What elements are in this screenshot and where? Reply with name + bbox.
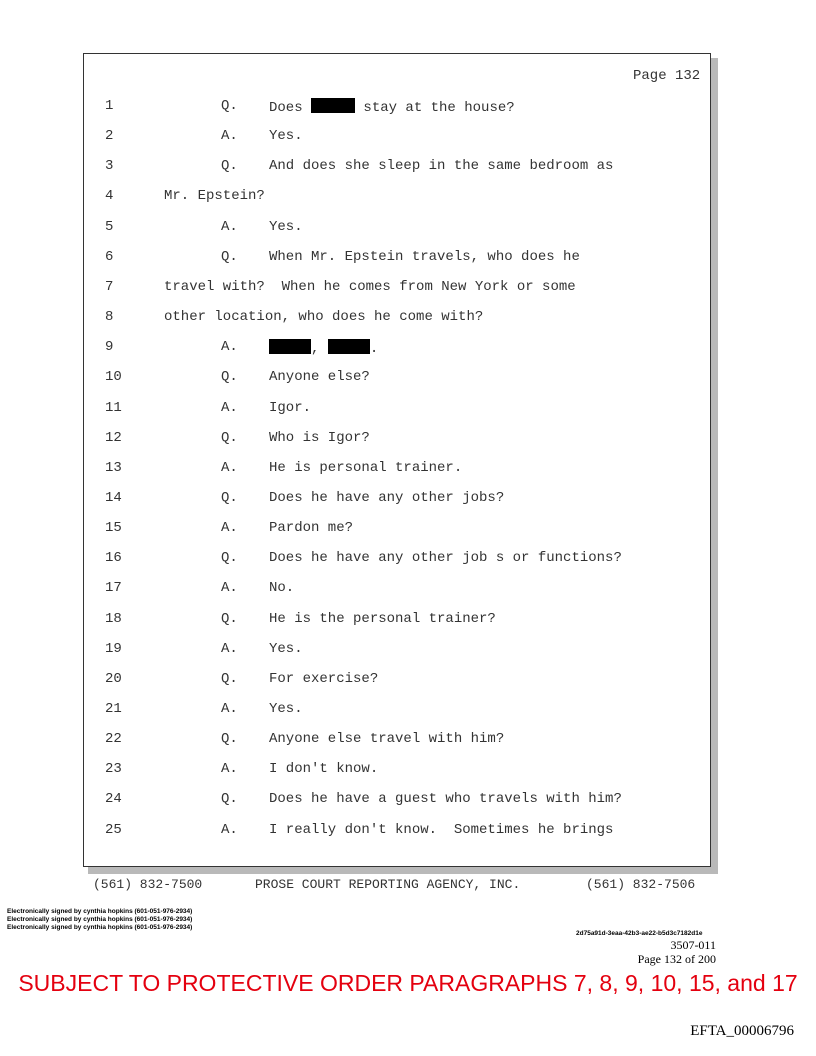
line-number: 3 — [105, 158, 114, 175]
e-signature-line: Electronically signed by cynthia hopkins (601-051-976-2934) — [7, 908, 193, 915]
testimony-text — [269, 701, 303, 717]
speaker-marker: Q. — [221, 791, 238, 808]
text-fragment: Yes. — [269, 218, 303, 235]
text-fragment: No. — [269, 580, 295, 597]
speaker-marker: A. — [221, 580, 238, 597]
testimony-text — [269, 430, 370, 446]
bates-number: EFTA_00006796 — [690, 1023, 794, 1039]
text-fragment: I don't know. — [269, 761, 379, 778]
text-fragment: . — [369, 341, 379, 358]
speaker-marker: A. — [221, 821, 238, 838]
line-number: 24 — [105, 791, 122, 808]
line-number: 1 — [105, 98, 114, 114]
testimony-text — [269, 98, 515, 116]
text-fragment: Igor. — [269, 399, 312, 416]
testimony-text — [269, 490, 504, 506]
testimony-text — [269, 219, 303, 235]
redaction-block — [328, 339, 370, 354]
page-number-label: Page 132 — [633, 68, 701, 84]
testimony-text — [269, 158, 613, 174]
text-fragment: Pardon me? — [269, 520, 354, 537]
footer-phone-right: (561) 832-7506 — [586, 877, 696, 892]
text-fragment: Does he have any other job s or functions? — [269, 550, 622, 567]
testimony-text — [269, 671, 378, 687]
text-fragment: He is the personal trainer? — [269, 610, 496, 627]
testimony-text — [269, 580, 294, 596]
text-fragment: Does he have a guest who travels with him? — [269, 791, 622, 808]
e-signature-line: Electronically signed by cynthia hopkins (601-051-976-2934) — [7, 916, 193, 923]
line-number: 21 — [105, 701, 122, 717]
line-number: 2 — [105, 128, 114, 145]
testimony-text — [269, 400, 311, 416]
speaker-marker: Q. — [221, 670, 238, 687]
text-fragment: He is personal trainer. — [269, 459, 463, 476]
testimony-text: other location, who does he come with? — [164, 309, 484, 326]
speaker-marker: A. — [221, 399, 238, 416]
testimony-text — [269, 339, 378, 357]
testimony-text — [269, 128, 303, 144]
speaker-marker: A. — [221, 459, 238, 476]
text-fragment: When Mr. Epstein travels, who does he — [269, 248, 580, 265]
line-number: 16 — [105, 550, 122, 567]
speaker-marker: A. — [221, 761, 238, 778]
text-fragment: Who is Igor? — [269, 429, 370, 446]
text-fragment: Does he have any other jobs? — [269, 489, 505, 506]
text-fragment: Yes. — [269, 701, 303, 717]
text-fragment: Anyone else travel with him? — [269, 731, 505, 748]
line-number: 14 — [105, 489, 122, 506]
line-number: 15 — [105, 520, 122, 537]
text-fragment: I really don't know. Sometimes he brings — [269, 821, 614, 838]
speaker-marker: Q. — [221, 98, 238, 114]
page-of-total: Page 132 of 200 — [637, 952, 716, 966]
speaker-marker: Q. — [221, 429, 238, 446]
speaker-marker: Q. — [221, 731, 238, 748]
line-number: 7 — [105, 278, 114, 295]
testimony-text — [269, 791, 622, 807]
speaker-marker: Q. — [221, 610, 238, 627]
protective-order-notice: SUBJECT TO PROTECTIVE ORDER PARAGRAPHS 7, 8, 9, 10, 15, and 17 — [18, 970, 798, 996]
line-number: 9 — [105, 339, 114, 356]
line-number: 23 — [105, 761, 122, 778]
document-hash: 2d75a91d-3eaa-42b3-ae22-b5d3c7182d1e — [576, 930, 703, 937]
testimony-text: Mr. Epstein? — [164, 188, 265, 205]
text-fragment: Yes. — [269, 640, 303, 657]
redaction-block — [269, 339, 311, 354]
text-fragment: Yes. — [269, 128, 303, 145]
testimony-text — [269, 369, 370, 385]
text-fragment: Anyone else? — [269, 369, 370, 386]
line-number: 25 — [105, 821, 122, 838]
text-fragment: And does she sleep in the same bedroom as — [269, 158, 614, 175]
testimony-text: travel with? When he comes from New York or some — [164, 278, 576, 295]
text-fragment: stay at the house? — [355, 100, 515, 116]
text-fragment: For exercise? — [269, 670, 379, 687]
text-fragment: , — [311, 341, 328, 358]
testimony-text — [269, 249, 580, 265]
testimony-text — [269, 761, 378, 777]
footer-phone-left: (561) 832-7500 — [93, 877, 203, 892]
line-number: 11 — [105, 399, 122, 416]
speaker-marker: A. — [221, 520, 238, 537]
line-number: 17 — [105, 580, 122, 597]
speaker-marker: Q. — [221, 489, 238, 506]
line-number: 8 — [105, 309, 114, 326]
line-number: 13 — [105, 459, 122, 476]
speaker-marker: Q. — [221, 158, 238, 175]
testimony-text — [269, 641, 303, 657]
testimony-text — [269, 611, 496, 627]
footer-agency-name: PROSE COURT REPORTING AGENCY, INC. — [255, 877, 521, 892]
line-number: 5 — [105, 218, 114, 235]
testimony-text — [269, 520, 353, 536]
speaker-marker: A. — [221, 218, 238, 235]
speaker-marker: A. — [221, 339, 238, 356]
speaker-marker: Q. — [221, 369, 238, 386]
line-number: 12 — [105, 429, 122, 446]
line-number: 4 — [105, 188, 114, 205]
line-number: 20 — [105, 670, 122, 687]
testimony-text — [269, 731, 504, 747]
testimony-text — [269, 822, 613, 838]
speaker-marker: A. — [221, 640, 238, 657]
testimony-text — [269, 460, 462, 476]
speaker-marker: A. — [221, 128, 238, 145]
speaker-marker: Q. — [221, 248, 238, 265]
text-fragment: Does — [269, 100, 312, 116]
speaker-marker: A. — [221, 701, 238, 717]
speaker-marker: Q. — [221, 550, 238, 567]
document-id: 3507-011 — [670, 938, 716, 952]
redaction-block — [311, 98, 355, 113]
line-number: 6 — [105, 248, 114, 265]
line-number: 10 — [105, 369, 122, 386]
line-number: 19 — [105, 640, 122, 657]
e-signature-line: Electronically signed by cynthia hopkins (601-051-976-2934) — [7, 924, 193, 931]
line-number: 18 — [105, 610, 122, 627]
line-number: 22 — [105, 731, 122, 748]
testimony-text — [269, 550, 622, 566]
